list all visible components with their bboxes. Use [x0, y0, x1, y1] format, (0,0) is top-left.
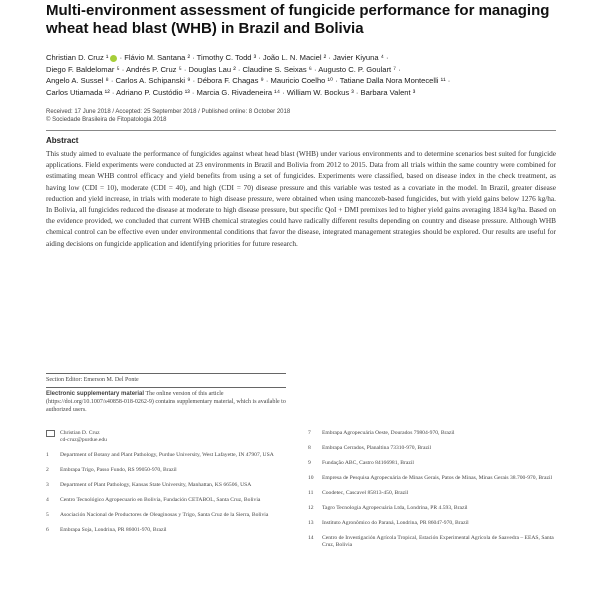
affiliation-text: Embrapa Trigo, Passo Fundo, RS 99050-970, Brazil: [60, 467, 177, 473]
affiliation-number: 12: [308, 505, 314, 511]
esm-note: [46, 387, 286, 414]
affiliation-text: Instituto Agronômico do Paraná, Londrina, PR 86047-970, Brazil: [322, 520, 469, 526]
corresponding-author: [46, 430, 286, 444]
affiliation: [46, 527, 286, 534]
paper-title: [46, 0, 556, 38]
affiliation-text: Coodetec, Cascavel 85813-450, Brazil: [322, 490, 409, 496]
affiliation-number: 6: [46, 527, 49, 533]
affiliation-number: 2: [46, 467, 49, 473]
affiliation: [308, 520, 556, 527]
author-line-rest: · Flávio M. Santana ² · Timothy C. Todd ³ · João L. N. Maciel ² · Javier Kiyuna ⁴ ·: [117, 53, 389, 62]
affiliation: [308, 535, 556, 549]
affiliation-number: 1: [46, 452, 49, 458]
affiliation-text: Centro Tecnológico Agropecuario en Bolivia, Fundación CETABOL, Santa Cruz, Bolivia: [60, 497, 261, 503]
affiliation: [46, 482, 286, 489]
affiliations-right: [308, 430, 556, 557]
publication-dates: [46, 108, 556, 124]
affiliation: [308, 490, 556, 497]
affiliation-number: 7: [308, 430, 311, 436]
affiliation-number: 9: [308, 460, 311, 466]
affiliation-number: 5: [46, 512, 49, 518]
affiliation: [308, 445, 556, 452]
affiliation: [46, 467, 286, 474]
esm-text[interactable]: The online version of this article (https://doi.org/10.1007/s40858-018-0262-9) contains supplementary material, which is available to authorized users.: [46, 391, 286, 413]
affiliation: [308, 505, 556, 512]
affiliation-number: 8: [308, 445, 311, 451]
author-list: [46, 52, 556, 98]
affiliation-text: Department of Plant Pathology, Kansas State University, Manhattan, KS 66506, USA: [60, 482, 252, 488]
affiliation: [308, 430, 556, 437]
affiliations-left: [46, 430, 286, 542]
affiliation: [308, 475, 556, 482]
affiliation-text: Tagro Tecnologia Agropecuária Ltda, Londrina, PR 4.593, Brazil: [322, 505, 468, 511]
abstract-text: This study aimed to evaluate the performance of fungicides against wheat head blast (WHB) under various environments and to determine scenarios best suited for fungicide applications. Field experiments were conducted at 23 environments in Brazil and Bolivia from 2012 to 2015. Data from all trials within the same country were combined for estimating mean WHB control efficacy and yield benefits from using a set of fungicides. Experiments were classified, based on disease index in the check treatment, as having low (CDI = 10), moderate (CDI = 40), and high (CDI = 70) disease pressure and this variable was tested as a covariate in the model. In Brazil, greater disease reduction and yield increase, in trials with moderate to high disease pressure, were obtained when using mancozeb-based fungicides, but with yield gains below 1276 kg/ha. In Bolivia, all fungicides reduced the disease at moderate to high disease pressure, but specific QoI + DMI premixes led to higher yield gains averaging 1834 kg/ha. Based on the evidence provided, we concluded that current WHB chemical strategies could have radically different results depending on country and disease pressure. Although WHB chemical control can be effective even under environmental conditions that favor the disease, integrated management strategies should be explored. Our results are useful for aiding decisions on fungicide application and identifying priorities for future research.: [46, 149, 556, 248]
affiliation-number: 11: [308, 490, 314, 496]
section-editor: Section Editor: Emerson M. Del Ponte: [46, 373, 286, 384]
affiliation-number: 14: [308, 535, 314, 541]
author-line: Diego F. Baldelomar ⁵ · Andrés P. Cruz ⁵ · Douglas Lau ² · Claudine S. Seixas ⁶ · Augusto C. P. Goulart ⁷ ·: [46, 64, 401, 74]
affiliation-number: 10: [308, 475, 314, 481]
affiliation: [46, 497, 286, 504]
contact-name: Christian D. Cruz: [60, 430, 100, 436]
affiliation: [46, 512, 286, 519]
affiliation-text: Centro de Investigación Agrícola Tropical, Estación Experimental Agrícola de Saavedra – EEAS, Santa Cruz, Bolivia: [322, 535, 554, 548]
editor-note: [46, 373, 286, 414]
affiliation-text: Asociación Nacional de Productores de Oleaginosas y Trigo, Santa Cruz de la Sierra, Bolivia: [60, 512, 269, 518]
author-line: Angelo A. Sussel ⁸ · Carlos A. Schipanski ⁹ · Débora F. Chagas ⁹ · Mauricio Coelho ¹⁰ · Tatiane Dalla Nora Montecelli ¹¹ ·: [46, 76, 451, 85]
contact-email[interactable]: cd-cruz@purdue.edu: [60, 437, 107, 443]
abstract-heading: Abstract: [46, 136, 79, 145]
dates-line: Received: 17 June 2018 / Accepted: 25 September 2018 / Published online: 8 October 2018: [46, 109, 291, 115]
affiliation-text: Embrapa Cerrados, Planaltina 73310-970, Brazil: [322, 445, 432, 451]
divider: [46, 130, 556, 131]
envelope-icon: [46, 430, 55, 437]
copyright-line: © Sociedade Brasileira de Fitopatologia 2018: [46, 117, 167, 123]
title-line: wheat head blast (WHB) in Brazil and Bolivia: [46, 20, 364, 37]
affiliation-text: Fundação ABC, Castro 84166981, Brazil: [322, 460, 414, 466]
affiliation-number: 3: [46, 482, 49, 488]
affiliation: [308, 460, 556, 467]
affiliation-text: Embrapa Agropecuária Oeste, Dourados 79804-970, Brazil: [322, 430, 455, 436]
affiliation-text: Empresa de Pesquisa Agropecuária de Minas Gerais, Patos de Minas, Minas Gerais 38.700-970, Brazil: [322, 475, 553, 481]
paper-page: [46, 0, 556, 600]
affiliation-number: 13: [308, 520, 314, 526]
affiliation-text: Department of Botany and Plant Pathology, Purdue University, West Lafayette, IN 47907, USA: [60, 452, 274, 458]
affiliation-number: 4: [46, 497, 49, 503]
title-line: Multi-environment assessment of fungicide performance for managing: [46, 2, 550, 19]
affiliation: [46, 452, 286, 459]
author-line: Christian D. Cruz ¹ · Flávio M. Santana ² · Timothy C. Todd ³ · João L. N. Maciel ² · Javier Kiyuna ⁴ ·: [46, 53, 389, 62]
esm-label: Electronic supplementary material: [46, 391, 145, 397]
affiliation-text: Embrapa Soja, Londrina, PR 86001-970, Brazil: [60, 527, 167, 533]
author-line: Carlos Utiamada ¹² · Adriano P. Custódio ¹³ · Marcia G. Rivadeneira ¹⁴ · William W. Bockus ³ · Barbara Valent ³: [46, 87, 416, 97]
